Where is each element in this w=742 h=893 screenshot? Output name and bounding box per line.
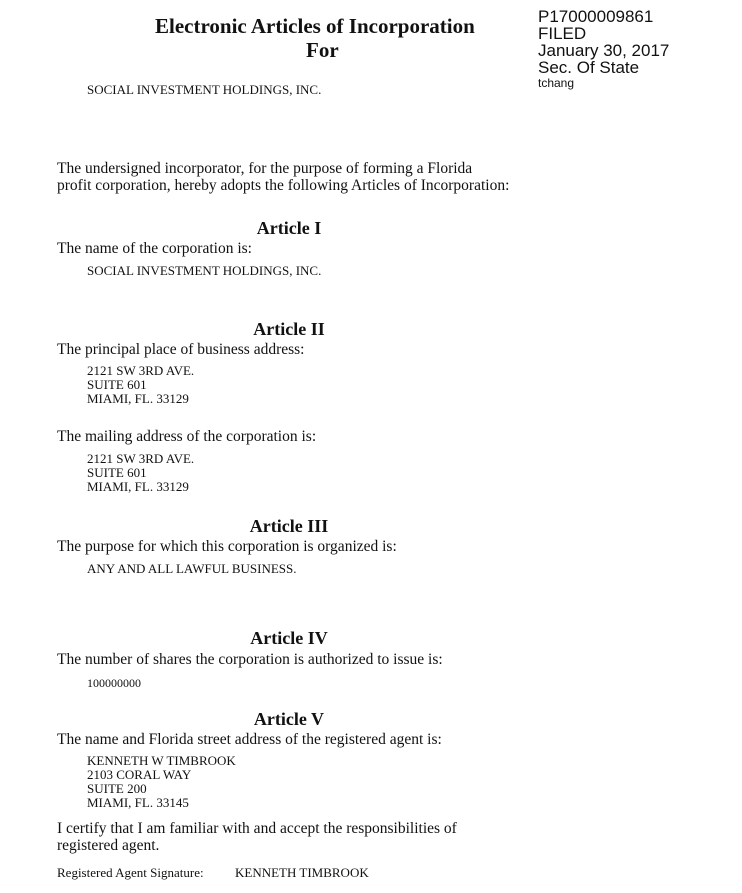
mailing-address-line: SUITE 601 [87, 465, 147, 480]
principal-address-line: 2121 SW 3RD AVE. [87, 363, 195, 378]
document-number: P17000009861 [538, 7, 654, 26]
clerk: tchang [538, 76, 575, 90]
corporation-name: SOCIAL INVESTMENT HOLDINGS, INC. [87, 263, 322, 278]
article-i-text: The name of the corporation is: [57, 240, 252, 257]
mailing-address-line: MIAMI, FL. 33129 [87, 479, 189, 494]
filed-status: FILED [538, 24, 587, 43]
document-title-for: For [306, 38, 339, 62]
agent-address-line: KENNETH W TIMBROOK [87, 753, 236, 768]
corporate-purpose: ANY AND ALL LAWFUL BUSINESS. [87, 561, 297, 576]
intro-line: profit corporation, hereby adopts the following Articles of Incorporation: [57, 177, 510, 194]
certification-line: I certify that I am familiar with and accept the responsibilities of [57, 820, 457, 837]
company-name: SOCIAL INVESTMENT HOLDINGS, INC. [87, 82, 322, 97]
article-iv-text: The number of shares the corporation is authorized to issue is: [57, 651, 443, 668]
agent-address-line: MIAMI, FL. 33145 [87, 795, 189, 810]
mailing-address-line: 2121 SW 3RD AVE. [87, 451, 195, 466]
principal-address-line: MIAMI, FL. 33129 [87, 391, 189, 406]
filed-date: January 30, 2017 [538, 41, 670, 60]
agent-address-line: 2103 CORAL WAY [87, 767, 192, 782]
article-v-heading: Article V [253, 709, 325, 729]
article-iii-heading: Article III [249, 516, 329, 536]
document-title: Electronic Articles of Incorporation [155, 14, 475, 38]
certification-line: registered agent. [57, 837, 160, 854]
article-iv-heading: Article IV [250, 628, 328, 648]
signature-label: Registered Agent Signature: [57, 865, 204, 880]
article-v-text: The name and Florida street address of the registered agent is: [57, 731, 442, 748]
article-i-heading: Article I [256, 218, 322, 238]
filing-office: Sec. Of State [538, 58, 640, 77]
article-ii-heading: Article II [253, 319, 325, 339]
agent-signature: KENNETH TIMBROOK [235, 865, 369, 880]
agent-address-line: SUITE 200 [87, 781, 147, 796]
article-iii-text: The purpose for which this corporation is organized is: [57, 538, 397, 555]
authorized-shares: 100000000 [87, 676, 141, 690]
principal-address-line: SUITE 601 [87, 377, 147, 392]
intro-line: The undersigned incorporator, for the purpose of forming a Florida [57, 160, 473, 177]
principal-address-label: The principal place of business address: [57, 341, 305, 358]
mailing-address-label: The mailing address of the corporation is: [57, 428, 317, 445]
